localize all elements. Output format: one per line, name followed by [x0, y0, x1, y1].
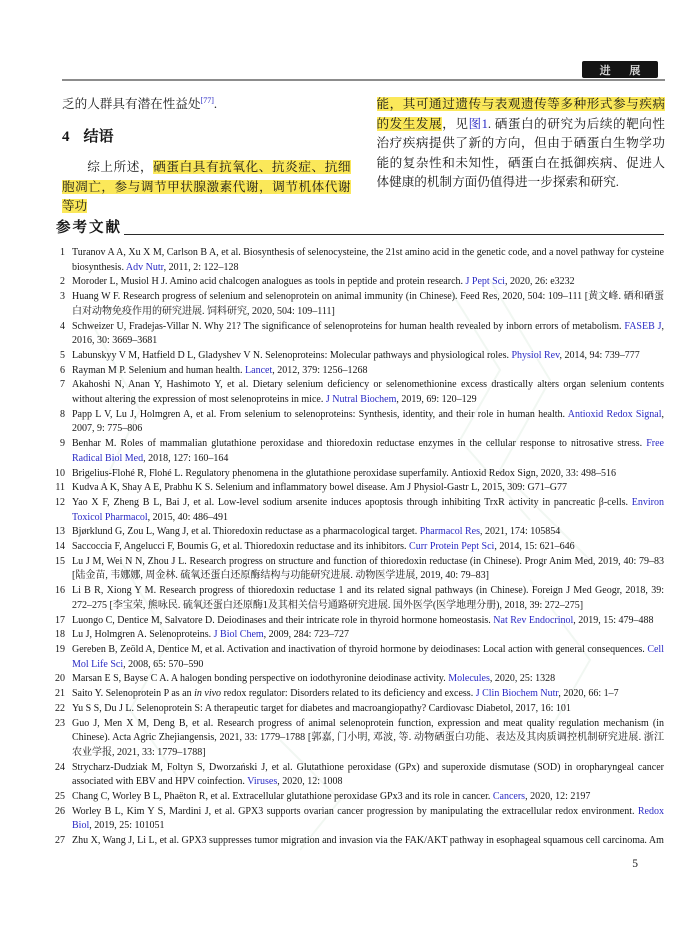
text-segment: , 2015, 40: 486–491 — [147, 511, 228, 523]
reference-number: 19 — [55, 643, 65, 655]
text-segment: , 2020, 25: 1328 — [489, 673, 556, 685]
highlighted-text: 硒蛋白具有抗氧化、抗炎症、抗细胞凋亡，参与调节甲状腺激素代谢，调节机体代谢等功 — [62, 160, 351, 214]
journal-link[interactable]: Lancet — [245, 364, 273, 376]
journal-link[interactable]: Pharmacol Res — [419, 526, 480, 538]
reference-number: 24 — [55, 761, 65, 773]
journal-link[interactable]: J Clin Biochem Nutr — [475, 688, 559, 700]
reference-item — [52, 584, 664, 613]
conclusion-paragraph-right — [377, 95, 666, 193]
text-segment: Worley B L, Kim Y S, Mardini J, et al. GPX3 supports ovarian cancer progression by manipulating the extracellular redox environment. — [72, 805, 638, 817]
reference-item — [52, 672, 664, 687]
reference-item — [52, 378, 664, 407]
reference-item — [52, 525, 664, 540]
journal-link[interactable]: J Pept Sci — [465, 276, 505, 288]
reference-number: 23 — [55, 717, 65, 729]
journal-link[interactable]: J Biol Chem — [213, 629, 264, 641]
journal-link[interactable]: Physiol Rev — [511, 349, 560, 361]
journal-link[interactable]: J Nutral Biochem — [325, 394, 397, 406]
text-segment: Chang C, Worley B L, Phaëton R, et al. Extracellular glutathione peroxidase GPx3 and its role in cancer. — [72, 791, 493, 803]
reference-item — [52, 628, 664, 643]
body-columns — [62, 95, 665, 217]
reference-item — [52, 805, 664, 834]
reference-item — [52, 717, 664, 761]
journal-link[interactable]: Molecules — [448, 673, 490, 685]
reference-number: 9 — [60, 438, 65, 450]
text-segment: Marsan E S, Bayse C A. A halogen bonding perspective on iodothyronine deiodinase activity. — [72, 673, 449, 685]
text-segment: Schweizer U, Fradejas-Villar N. Why 21? The significance of selenoproteins for human health revealed by inborn errors of metabolism. — [72, 320, 625, 332]
heading-title: 结语 — [83, 128, 114, 145]
text-segment: Labunskyy V M, Hatfield D L, Gladyshev V N. Selenoproteins: Molecular pathways and physiological roles. — [72, 349, 512, 361]
reference-item — [52, 349, 664, 364]
journal-link[interactable]: Adv Nutr — [125, 261, 164, 273]
reference-item — [52, 834, 664, 849]
reference-number: 22 — [55, 702, 65, 714]
text-segment: , 2009, 284: 723–727 — [263, 629, 349, 641]
paragraph-continuation — [62, 95, 351, 115]
text-segment: in vivo — [194, 688, 222, 700]
journal-link[interactable]: Cancers — [492, 791, 526, 803]
reference-number: 3 — [60, 291, 65, 303]
reference-number: 18 — [55, 629, 65, 641]
text-segment: . — [213, 97, 218, 111]
text-segment: Moroder L, Musiol H J. Amino acid chalcogen analogues as tools in peptide and protein research. — [72, 276, 466, 288]
figure-link[interactable]: 图1 — [468, 116, 488, 131]
reference-item — [52, 320, 664, 349]
reference-item — [52, 364, 664, 379]
text-segment: Akahoshi N, Anan Y, Hashimoto Y, et al. Dietary selenium deficiency or selenomethionine excess drastically alters organ selenium contents without altering the expression of most selenoproteins in mice. — [72, 379, 664, 406]
right-column — [377, 95, 666, 217]
text-segment: Rayman M P. Selenium and human health. — [72, 364, 246, 376]
text-segment: redox regulator: Disorders related to its deficiency and excess. — [221, 688, 476, 700]
reference-number: 14 — [55, 541, 65, 553]
highlighted-text: 能，其可通过遗传与表观遗传等多种形式参与疾病的发生发展 — [376, 97, 665, 131]
text-segment: ，见 — [442, 116, 469, 131]
reference-item — [52, 540, 664, 555]
text-segment: , 2019, 69: 120–129 — [396, 394, 477, 406]
text-segment: Yao X F, Zheng B L, Bai J, et al. Low-level sodium arsenite induces apoptosis through inhibiting TrxR activity in pancreatic β-cells. — [72, 496, 632, 508]
text-segment: Brigelius-Flohé R, Flohé L. Regulatory phenomena in the glutathione peroxidase superfamily. Antioxid Redox Sign, 2020, 33: 498–516 — [72, 467, 617, 479]
conclusion-heading — [62, 128, 351, 148]
reference-number: 10 — [55, 467, 65, 479]
reference-item — [52, 555, 664, 584]
journal-link[interactable]: Nat Rev Endocrinol — [493, 614, 574, 626]
text-segment: Yu S S, Du J L. Selenoprotein S: A therapeutic target for diabetes and macroangiopathy? Cardiovasc Diabetol, 2017, 16: 101 — [72, 702, 571, 714]
text-segment: , 2014, 15: 621–646 — [494, 541, 575, 553]
journal-link[interactable]: Free Radical Biol Med — [72, 438, 664, 464]
text-segment: Turanov A A, Xu X M, Carlson B A, et al. Biosynthesis of selenocysteine, the 21st amino acid in the genetic code, and a novel pathway for cysteine biosynthesis. — [72, 247, 664, 273]
text-segment: Saito Y. Selenoprotein P as an — [72, 688, 195, 700]
text-segment: Saccoccia F, Angelucci F, Boumis G, et al. Thioredoxin reductase and its inhibitors. — [72, 541, 410, 553]
text-segment: Kudva A K, Shay A E, Prabhu K S. Selenium and inflammatory bowel disease. Am J Physiol-Gastr L, 2015, 309: G71–G77 — [72, 482, 567, 494]
journal-link[interactable]: Antioxid Redox Signal — [567, 408, 662, 420]
reference-number: 12 — [55, 496, 65, 508]
reference-item — [52, 290, 664, 319]
reference-number: 7 — [60, 379, 65, 391]
references-heading: 参考文献 — [56, 220, 122, 236]
text-segment: , 2020, 26: e3232 — [504, 276, 575, 288]
text-segment: Bjørklund G, Zou L, Wang J, et al. Thioredoxin reductase as a pharmacological target. — [72, 526, 420, 538]
text-segment: , 2008, 65: 570–590 — [123, 658, 204, 670]
reference-number: 16 — [55, 585, 65, 597]
text-segment: Zhu X, Wang J, Li L, et al. GPX3 suppresses tumor migration and invasion via the FAK/AKT pathway in esophageal squamous cell carcinoma. Am — [72, 835, 664, 847]
text-segment: , 2019, 25: 101051 — [89, 820, 165, 832]
reference-number: 1 — [60, 247, 65, 258]
reference-item — [52, 643, 664, 672]
text-segment: Lu J, Holmgren A. Selenoproteins. — [72, 629, 214, 641]
text-segment: Li B R, Xiong Y M. Research progress of thioredoxin reductase 1 and its related signal pathways (in Chinese). Foreign J Med Geogr, 2018, 39: 272–275 [李宝荣, 熊咏民. 硫氧还蛋白还原酶1及其相关信号通路研究进展. 国外医学(医学地理分册), 2018, 39: 272–275] — [72, 585, 664, 611]
reference-item — [52, 496, 664, 525]
reference-item — [52, 687, 664, 702]
reference-number: 6 — [60, 364, 65, 376]
reference-item — [52, 481, 664, 496]
text-segment: , 2020, 12: 2197 — [525, 791, 591, 803]
reference-item — [52, 761, 664, 790]
left-column — [62, 95, 351, 217]
journal-link[interactable]: Environ Toxicol Pharmacol — [72, 496, 664, 523]
reference-item — [52, 408, 664, 437]
reference-number: 27 — [55, 835, 65, 847]
reference-item — [52, 275, 664, 290]
text-segment: Benhar M. Roles of mammalian glutathione peroxidase and thioredoxin reductase enzymes in the cellular response to nitrosative stress. — [72, 438, 647, 450]
text-segment: Gereben B, Zeöld A, Dentice M, et al. Activation and inactivation of thyroid hormone by deiodinases: Local action with general consequences. — [72, 643, 648, 655]
reference-number: 20 — [55, 673, 65, 685]
reference-number: 13 — [55, 526, 65, 538]
reference-number: 21 — [55, 688, 65, 700]
text-segment: , 2011, 2: 122–128 — [163, 261, 239, 273]
text-segment: , 2020, 66: 1–7 — [558, 688, 619, 700]
reference-item — [52, 702, 664, 717]
text-segment: 综上所述， — [87, 160, 154, 175]
reference-number: 26 — [55, 805, 65, 817]
references-heading-rule — [124, 234, 664, 235]
section-tag: 进 展 — [582, 61, 658, 78]
conclusion-paragraph-left — [62, 158, 351, 217]
reference-number: 5 — [60, 349, 65, 361]
top-rule — [62, 79, 665, 81]
text-segment: , 2016, 30: 3669–3681 — [72, 320, 664, 347]
page-number: 5 — [632, 858, 638, 870]
journal-link[interactable]: FASEB J — [624, 320, 662, 332]
reference-item — [52, 467, 664, 482]
citation-link[interactable]: [77] — [200, 95, 214, 105]
text-segment: , 2012, 379: 1256–1268 — [272, 364, 368, 376]
text-segment: Luongo C, Dentice M, Salvatore D. Deiodinases and their intricate role in thyroid hormone homeostasis. — [72, 614, 494, 626]
reference-item — [52, 614, 664, 629]
reference-item — [52, 790, 664, 805]
reference-number: 8 — [60, 408, 65, 420]
reference-number: 4 — [60, 320, 65, 332]
journal-link[interactable]: Redox Biol — [72, 805, 664, 832]
text-segment: Strycharz-Dudziak M, Foltyn S, Dworzański J, et al. Glutathione peroxidase (GPx) and superoxide dismutase (SOD) in oropharyngeal cancer associated with EBV and HPV coinfection. — [72, 761, 664, 788]
text-segment: , 2007, 9: 775–806 — [72, 408, 664, 435]
reference-item — [52, 246, 664, 275]
references-header — [52, 216, 664, 237]
text-segment: , 2014, 94: 739–777 — [559, 349, 640, 361]
text-segment: , 2018, 127: 160–164 — [143, 452, 229, 464]
journal-link[interactable]: Viruses — [247, 776, 278, 788]
references-section — [52, 216, 664, 849]
reference-item — [52, 437, 664, 466]
text-segment: Huang W F. Research progress of selenium and selenoprotein on animal immunity (in Chinese). Feed Res, 2020, 504: 109–111 [黄文峰. 硒和硒蛋白对动物免疫作用的研究进展. 饲料研究, 2020, 504: 109–111] — [72, 291, 664, 317]
reference-number: 17 — [55, 614, 65, 626]
text-segment: 乏的人群具有潜在性益处 — [62, 97, 201, 111]
text-segment: , 2019, 15: 479–488 — [573, 614, 654, 626]
text-segment: Papp L V, Lu J, Holmgren A, et al. From selenium to selenoproteins: Synthesis, identity, and their role in human health. — [72, 408, 568, 420]
text-segment: , 2020, 12: 1008 — [277, 776, 343, 788]
reference-number: 11 — [55, 482, 65, 494]
reference-number: 15 — [55, 555, 65, 567]
heading-number: 4 — [62, 128, 70, 145]
text-segment: Lu J M, Wei N N, Zhou J L. Research progress on structure and function of thioredoxin reductase (in Chinese). Progr Anim Med, 2019, 40: 79–83 [陆金苗, 韦娜娜, 周金林. 硫氧还蛋白还原酶结构与功能研究进展. 动物医学进展, 2019, 40: 79–83] — [72, 555, 664, 582]
text-segment: Guo J, Men X M, Deng B, et al. Research progress of animal selenoprotein function, expression and meat quality regulation mechanism (in Chinese). Acta Agric Zhejiangensis, 2021, 33: 1779–1788 [郭嘉, 门小明, 邓波, 等. 动物硒蛋白功能、表达及其肉质调控机制研究进展. 浙江农业学报, 2021, 33: 1779–1788] — [72, 717, 664, 758]
journal-link[interactable]: Cell Mol Life Sci — [72, 643, 664, 670]
reference-number: 2 — [60, 276, 65, 288]
reference-number: 25 — [55, 791, 65, 803]
text-segment: , 2021, 174: 105854 — [479, 526, 561, 538]
journal-link[interactable]: Curr Protein Pept Sci — [409, 541, 495, 553]
text-segment: . 硒蛋白的研究为后续的靶向性治疗疾病提供了新的方向，但由于硒蛋白生物学功能的复杂性和未知性，硒蛋白在抵御疾病、促进人体健康的机制方面仍值得进一步探索和研究. — [376, 116, 666, 190]
references-list — [52, 246, 664, 849]
